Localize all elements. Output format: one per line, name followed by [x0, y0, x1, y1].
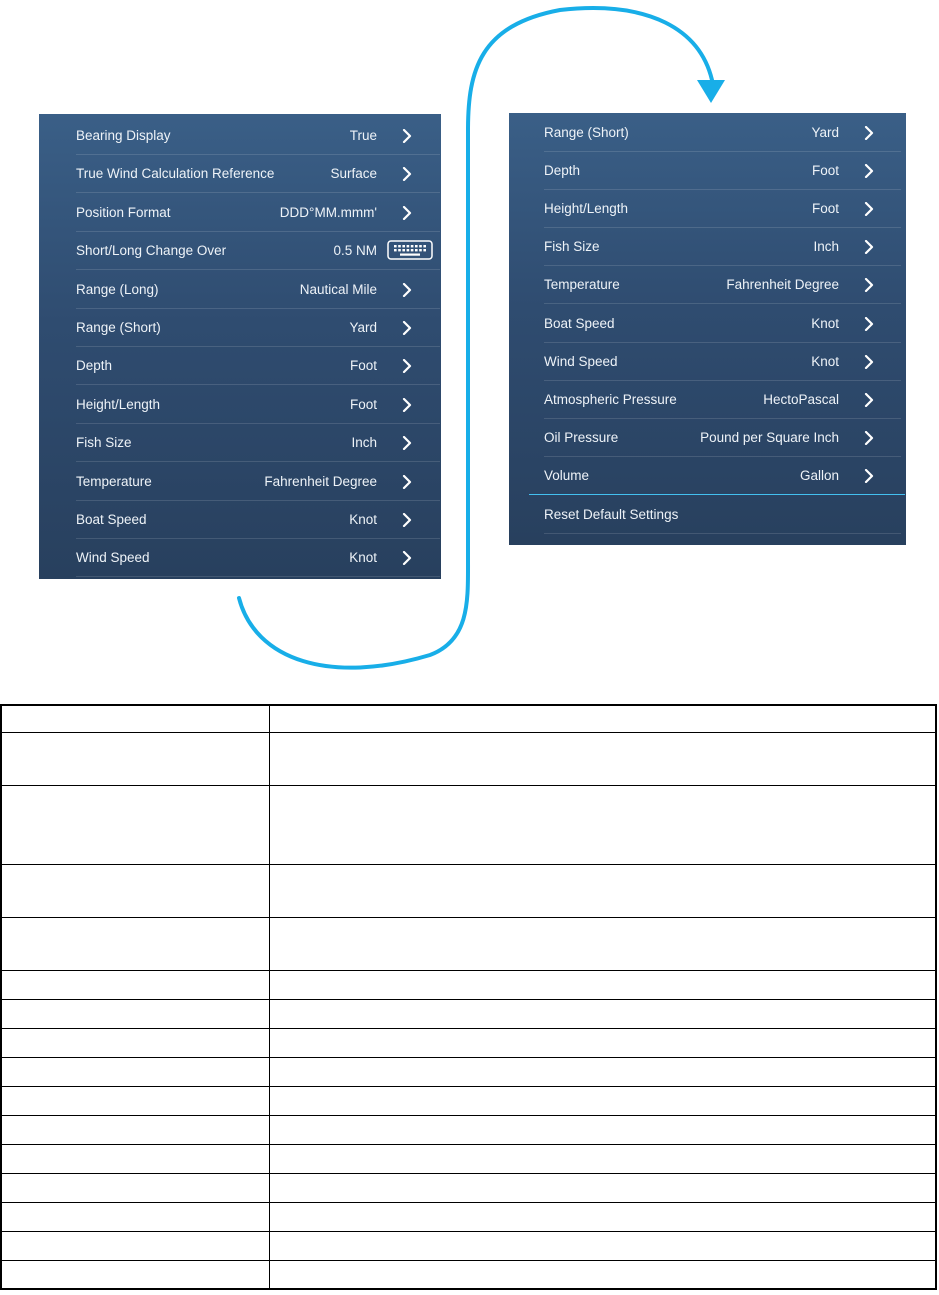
setting-row-fish-size[interactable]	[544, 227, 901, 266]
setting-label: Range (Short)	[76, 320, 161, 335]
chevron-right-icon	[401, 129, 413, 143]
table-cell-item	[1, 1173, 270, 1202]
table-cell-description	[270, 970, 937, 999]
table-cell-item	[1, 705, 270, 732]
setting-value: Surface	[330, 166, 377, 182]
chevron-right-icon	[863, 431, 875, 445]
setting-row-range-long[interactable]	[76, 270, 440, 309]
setting-label: Fish Size	[544, 239, 600, 255]
chevron-right-icon	[401, 436, 413, 450]
setting-row-wind-speed[interactable]	[76, 538, 440, 577]
table-row	[1, 1260, 936, 1289]
setting-label: Bearing Display	[76, 128, 171, 143]
chevron-right-icon	[401, 167, 413, 181]
setting-label: Height/Length	[76, 396, 161, 412]
reset-default-settings-button[interactable]	[544, 495, 901, 534]
table-cell-description	[270, 999, 937, 1028]
table-row	[1, 1231, 936, 1260]
table-cell-item	[1, 1086, 270, 1115]
table-cell-description	[270, 1231, 937, 1260]
table-cell-description	[270, 1086, 937, 1115]
setting-row-range-short[interactable]	[76, 308, 440, 347]
reset-label: Reset Default Settings	[544, 507, 679, 522]
setting-value: Pound per Square Inch	[700, 429, 839, 445]
setting-value: Foot	[811, 201, 839, 217]
table-cell-description	[270, 917, 937, 970]
settings-panel-right	[509, 113, 906, 545]
table-cell-item	[1, 1028, 270, 1057]
table-cell-description	[270, 1057, 937, 1086]
chevron-right-icon	[401, 283, 413, 297]
table-row	[1, 732, 936, 785]
setting-row-temperature[interactable]	[544, 265, 901, 304]
setting-label: Wind Speed	[544, 353, 618, 369]
table-row	[1, 1144, 936, 1173]
chevron-right-icon	[401, 398, 413, 412]
chevron-right-icon	[863, 202, 875, 216]
table-cell-description	[270, 1173, 937, 1202]
table-cell-item	[1, 917, 270, 970]
setting-value: HectoPascal	[763, 391, 839, 407]
setting-row-oil-pressure[interactable]	[544, 418, 901, 457]
settings-panel-left	[39, 114, 441, 579]
setting-value: Inch	[813, 239, 839, 255]
table-row	[1, 999, 936, 1028]
chevron-right-icon	[863, 317, 875, 331]
table-cell-description	[270, 1202, 937, 1231]
table-row	[1, 970, 936, 999]
setting-label: Oil Pressure	[544, 429, 619, 445]
table-cell-item	[1, 864, 270, 917]
chevron-right-icon	[863, 469, 875, 483]
table-cell-description	[270, 1144, 937, 1173]
chevron-right-icon	[863, 355, 875, 369]
setting-label: Range (Short)	[544, 125, 629, 140]
table-cell-description	[270, 1260, 937, 1289]
chevron-right-icon	[401, 321, 413, 335]
table-cell-item	[1, 970, 270, 999]
table-row	[1, 1173, 936, 1202]
table-row	[1, 1086, 936, 1115]
setting-value: Foot	[811, 163, 839, 179]
setting-label: Fish Size	[76, 435, 132, 451]
setting-label: Position Format	[76, 204, 171, 220]
setting-value: Gallon	[799, 467, 839, 483]
chevron-right-icon	[401, 359, 413, 373]
table-cell-item	[1, 732, 270, 785]
setting-row-atmospheric-pressure[interactable]	[544, 380, 901, 419]
setting-value: Yard	[349, 320, 377, 335]
table-cell-description	[270, 1028, 937, 1057]
setting-value: DDD°MM.mmm'	[279, 204, 377, 220]
setting-row-bearing-display[interactable]	[76, 116, 440, 155]
setting-row-depth[interactable]	[76, 346, 440, 385]
table-cell-item	[1, 1231, 270, 1260]
setting-row-temperature[interactable]	[76, 462, 440, 501]
setting-label: Range (Long)	[76, 281, 159, 297]
setting-label: Short/Long Change Over	[76, 243, 227, 259]
table-row	[1, 1057, 936, 1086]
setting-value: Fahrenheit Degree	[264, 473, 377, 489]
setting-label: Depth	[544, 163, 581, 179]
setting-row-range-short[interactable]	[544, 113, 901, 152]
table-cell-item	[1, 785, 270, 864]
setting-label: Atmospheric Pressure	[544, 391, 677, 407]
setting-row-boat-speed[interactable]	[76, 500, 440, 539]
setting-row-boat-speed[interactable]	[544, 304, 901, 343]
setting-row-true-wind-calculation-reference[interactable]	[76, 154, 440, 193]
setting-label: Wind Speed	[76, 550, 150, 566]
chevron-right-icon	[863, 164, 875, 178]
setting-row-volume[interactable]	[544, 456, 901, 495]
table-row	[1, 1028, 936, 1057]
table-row	[1, 864, 936, 917]
setting-value: 0.5 NM	[333, 243, 377, 259]
chevron-right-icon	[401, 475, 413, 489]
table-cell-item	[1, 1202, 270, 1231]
setting-value: True	[349, 128, 377, 143]
table-cell-description	[270, 785, 937, 864]
setting-row-fish-size[interactable]	[76, 423, 440, 462]
setting-label: Depth	[76, 358, 113, 374]
chevron-right-icon	[863, 126, 875, 140]
setting-value: Yard	[811, 125, 839, 140]
setting-row-position-format[interactable]	[76, 193, 440, 232]
table-cell-description	[270, 1115, 937, 1144]
chevron-right-icon	[401, 513, 413, 527]
setting-label: Temperature	[76, 473, 152, 489]
table-cell-item	[1, 1144, 270, 1173]
settings-description-table	[0, 704, 937, 1290]
table-row	[1, 917, 936, 970]
setting-value: Foot	[349, 358, 377, 374]
table-cell-description	[270, 705, 937, 732]
setting-value: Knot	[349, 550, 377, 566]
table-cell-item	[1, 1260, 270, 1289]
setting-value: Knot	[811, 315, 839, 331]
setting-value: Foot	[349, 396, 377, 412]
chevron-right-icon	[863, 240, 875, 254]
setting-value: Inch	[351, 435, 377, 451]
table-cell-item	[1, 999, 270, 1028]
setting-label: Boat Speed	[544, 315, 615, 331]
setting-row-depth[interactable]	[544, 151, 901, 190]
table-row	[1, 1202, 936, 1231]
table-cell-item	[1, 1115, 270, 1144]
chevron-right-icon	[863, 393, 875, 407]
setting-row-wind-speed[interactable]	[544, 342, 901, 381]
setting-row-height-length[interactable]	[544, 189, 901, 228]
chevron-right-icon	[863, 278, 875, 292]
setting-row-short-long-change-over[interactable]	[76, 231, 440, 270]
setting-label: Temperature	[544, 277, 620, 293]
table-cell-description	[270, 732, 937, 785]
table-cell-item	[1, 1057, 270, 1086]
table-row	[1, 1115, 936, 1144]
setting-value: Fahrenheit Degree	[726, 277, 839, 293]
chevron-right-icon	[401, 551, 413, 565]
setting-value: Knot	[811, 353, 839, 369]
table-row	[1, 785, 936, 864]
chevron-right-icon	[401, 206, 413, 220]
setting-value: Knot	[349, 512, 377, 527]
setting-label: True Wind Calculation Reference	[76, 166, 275, 182]
table-cell-description	[270, 864, 937, 917]
setting-label: Height/Length	[544, 201, 629, 217]
setting-label: Boat Speed	[76, 512, 147, 527]
keyboard-icon[interactable]	[387, 240, 433, 260]
setting-label: Volume	[544, 467, 590, 483]
setting-row-height-length[interactable]	[76, 385, 440, 424]
table-row	[1, 705, 936, 732]
setting-value: Nautical Mile	[299, 281, 377, 297]
